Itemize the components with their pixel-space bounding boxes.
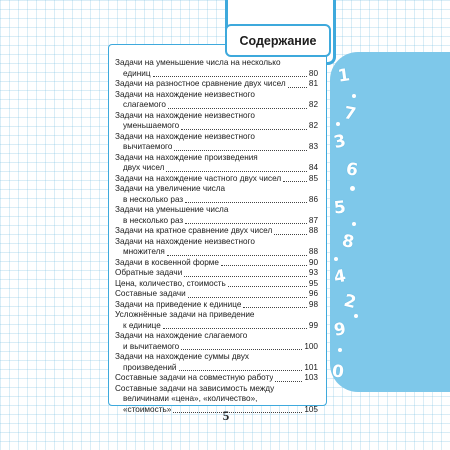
dot-leader (168, 108, 307, 109)
decor-dot (338, 348, 342, 352)
toc-entry-line (115, 121, 318, 132)
toc-page-number: 86 (308, 194, 318, 204)
contents-title: Содержание (225, 24, 331, 57)
toc-page-number: 96 (308, 289, 318, 298)
toc-entry (115, 289, 318, 300)
toc-entry (115, 237, 318, 258)
dot-leader (274, 234, 307, 235)
toc-entry-text: Составные задачи на совместную работу (115, 373, 274, 382)
toc-entry (115, 352, 318, 373)
toc-entry-line (115, 289, 318, 300)
dot-leader (181, 349, 302, 350)
toc-entry (115, 90, 318, 111)
decor-digit: 0 (330, 361, 345, 383)
toc-entry-text: Составные задачи на зависимость между (115, 383, 275, 393)
toc-entry-text: единиц (123, 68, 151, 78)
toc-entry-line (115, 279, 318, 290)
toc-page-number: 88 (308, 226, 318, 235)
toc-entry-text: Составные задачи (115, 289, 186, 298)
toc-entry-line (115, 321, 318, 332)
toc-entry (115, 331, 318, 352)
toc-entry-line (115, 258, 318, 269)
toc-entry-text: Задачи на кратное сравнение двух чисел (115, 226, 273, 235)
toc-entry (115, 153, 318, 174)
toc-entry-text: двух чисел (123, 163, 165, 172)
toc-page-number: 105 (304, 404, 318, 414)
dot-leader (179, 370, 303, 371)
dot-leader (283, 181, 307, 182)
toc-page-number: 80 (308, 68, 318, 78)
dot-leader (166, 171, 306, 172)
toc-entry-line (115, 163, 318, 174)
toc-entry-line (115, 216, 318, 227)
toc-entry-line (115, 174, 318, 185)
toc-entry-line (115, 100, 318, 111)
toc-entry-text: Цена, количество, стоимость (115, 278, 226, 288)
toc-entry-text: множителя (123, 247, 165, 256)
toc-entry-text: Задачи на нахождение суммы двух (115, 352, 250, 361)
toc-page-number: 90 (308, 257, 318, 267)
toc-entry-line (115, 300, 318, 311)
toc-entry (115, 132, 318, 153)
toc-entry-text: к единице (123, 320, 161, 330)
toc-entry-text: уменьшаемого (123, 121, 180, 130)
toc-entry-text: вычитаемого (123, 142, 173, 151)
toc-entry-text: Задачи на уменьшение числа (115, 205, 229, 214)
decor-digit: 6 (344, 159, 360, 181)
dot-leader (185, 223, 307, 224)
toc-entry-text: и вычитаемого (123, 341, 180, 351)
toc-entry-line (115, 268, 318, 279)
toc-entry-text: Задачи на нахождение неизвестного (115, 236, 255, 246)
toc-entry-text: величинами «цена», «количество», (123, 394, 258, 403)
toc-entry-text: Задачи на нахождение слагаемого (115, 331, 248, 340)
decor-dot (352, 222, 356, 226)
toc-page-number: 84 (308, 163, 318, 172)
toc-entry-line (115, 226, 318, 237)
decor-digit: 7 (342, 103, 358, 125)
toc-entry-text: Задачи на нахождение неизвестного (115, 89, 255, 99)
toc-entry-text: Задачи на приведение к единице (115, 299, 242, 309)
toc-entry (115, 79, 318, 90)
decor-digit: 9 (332, 319, 348, 341)
page-number: 5 (222, 408, 230, 423)
toc-page-number: 81 (308, 79, 318, 88)
toc-page-number: 83 (308, 142, 318, 151)
toc-entry-text: «стоимость» (123, 404, 172, 414)
toc-entry-text: Задачи на нахождение произведения (115, 152, 258, 162)
toc-entry (115, 310, 318, 331)
dot-leader (163, 328, 307, 329)
toc-entry (115, 279, 318, 290)
toc-entry-text: в несколько раз (123, 215, 184, 225)
toc-entry (115, 58, 318, 79)
toc-entry-line (115, 142, 318, 153)
toc-entry-line (115, 247, 318, 258)
dot-leader (174, 150, 307, 151)
decor-dot (336, 122, 340, 126)
toc-entry (115, 184, 318, 205)
toc-entry-text: произведений (123, 362, 177, 372)
dot-leader (153, 76, 307, 77)
contents-list (115, 58, 318, 415)
toc-entry (115, 205, 318, 226)
decor-digit: 5 (332, 197, 347, 219)
decor-digit: 4 (332, 266, 348, 288)
dot-leader (184, 276, 307, 277)
toc-entry-text: Задачи на разностное сравнение двух чисел (115, 79, 286, 88)
toc-entry (115, 174, 318, 185)
toc-entry-text: Задачи на нахождение неизвестного (115, 110, 255, 120)
dot-leader (243, 307, 307, 308)
toc-page-number: 100 (304, 341, 318, 351)
toc-page-number: 99 (308, 320, 318, 330)
toc-entry-text: Усложнённые задачи на приведение (115, 310, 255, 319)
toc-entry (115, 300, 318, 311)
dot-leader (185, 202, 307, 203)
toc-entry (115, 226, 318, 237)
decor-dot (354, 314, 358, 318)
toc-page-number: 101 (304, 362, 318, 372)
dot-leader (221, 265, 307, 266)
dot-leader (181, 129, 307, 130)
toc-entry-text: Задачи на нахождение неизвестного (115, 131, 255, 141)
decor-dot (352, 94, 356, 98)
toc-page-number: 82 (308, 100, 318, 109)
toc-entry-text: Задачи на уменьшение числа на несколько (115, 58, 281, 67)
toc-entry-text: слагаемого (123, 100, 166, 109)
toc-page-number: 95 (308, 278, 318, 288)
toc-entry-line (115, 79, 318, 90)
decor-digit: 1 (336, 65, 352, 87)
decor-digit: 3 (332, 130, 348, 154)
toc-page-number: 103 (304, 373, 318, 382)
dot-leader (188, 297, 307, 298)
dot-leader (173, 412, 302, 413)
toc-entry (115, 268, 318, 279)
dot-leader (275, 381, 302, 382)
decor-digit: 2 (341, 290, 359, 314)
toc-entry-text: Задачи в косвенной форме (115, 257, 219, 267)
toc-entry-line (115, 195, 318, 206)
toc-page-number: 93 (308, 268, 318, 277)
toc-entry-text: Задачи на нахождение частного двух чисел (115, 173, 282, 183)
decor-dot (334, 257, 338, 261)
dot-leader (288, 87, 307, 88)
toc-entry (115, 373, 318, 384)
toc-entry-line (115, 342, 318, 353)
dot-leader (228, 286, 307, 287)
toc-page-number: 88 (308, 247, 318, 256)
toc-entry-line (115, 69, 318, 80)
toc-entry (115, 258, 318, 269)
toc-page-number: 85 (308, 173, 318, 183)
toc-page-number: 87 (308, 215, 318, 225)
decorative-side-band (330, 52, 450, 392)
toc-page-number: 98 (308, 299, 318, 309)
toc-entry-text: в несколько раз (123, 194, 184, 204)
dot-leader (167, 255, 307, 256)
toc-entry-line (115, 363, 318, 374)
toc-entry-text: Обратные задачи (115, 268, 183, 277)
toc-page-number: 82 (308, 121, 318, 130)
toc-entry-text: Задачи на увеличение числа (115, 184, 226, 193)
decor-dot (350, 186, 355, 191)
toc-entry-line (115, 373, 318, 384)
toc-entry (115, 111, 318, 132)
decor-digit: 8 (340, 230, 356, 254)
